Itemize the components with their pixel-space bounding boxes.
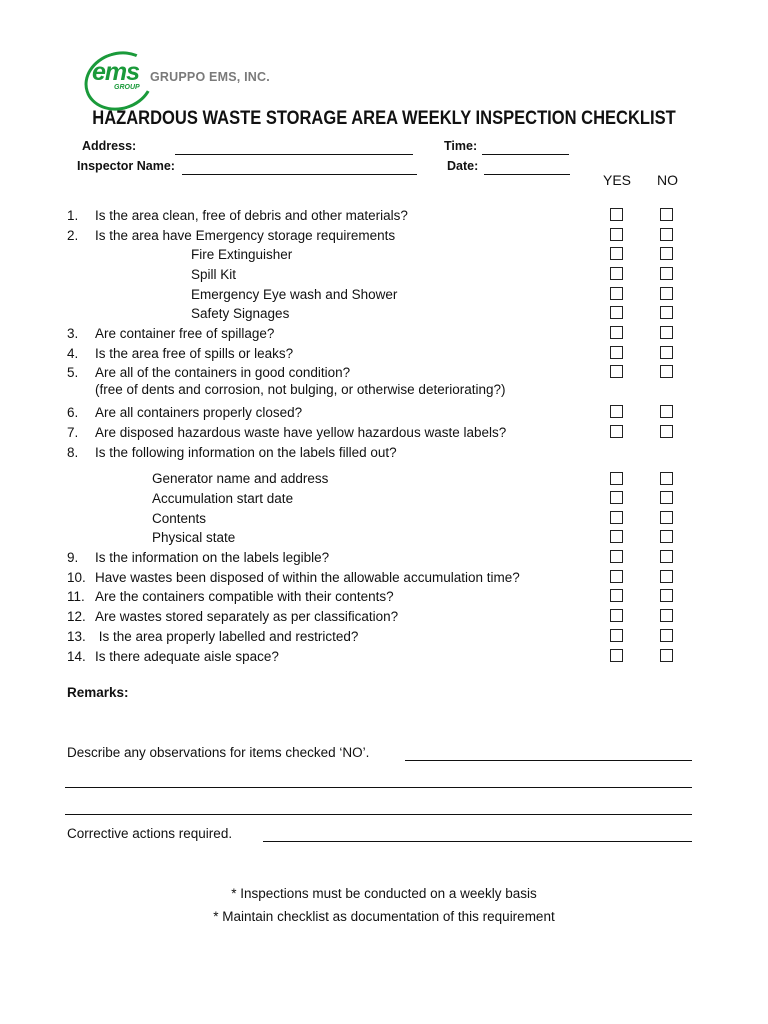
item-number: 6. [67,405,79,420]
yes-checkbox[interactable] [610,491,623,504]
no-checkbox[interactable] [660,267,673,280]
footnote-weekly: * Inspections must be conducted on a weekly basis [231,886,537,901]
corrective-actions-line[interactable] [263,841,692,842]
item-text: Is the area free of spills or leaks? [95,346,294,361]
no-checkbox[interactable] [660,491,673,504]
yes-checkbox[interactable] [610,589,623,602]
item-number: 4. [67,346,79,361]
item-number: 12. [67,609,86,624]
time-label: Time: [444,139,478,153]
item-text: Is there adequate aisle space? [95,649,279,664]
sub-item-text: Fire Extinguisher [191,247,293,262]
item-text: Are container free of spillage? [95,326,275,341]
item-text: Have wastes been disposed of within the allowable accumulation time? [95,570,520,585]
no-checkbox[interactable] [660,228,673,241]
item-number: 3. [67,326,79,341]
yes-checkbox[interactable] [610,326,623,339]
item-text: Is the area clean, free of debris and other materials? [95,208,408,223]
no-checkbox[interactable] [660,346,673,359]
time-field[interactable] [482,154,569,155]
no-checkbox[interactable] [660,326,673,339]
item-text-continued: (free of dents and corrosion, not bulging, or otherwise deteriorating?) [95,382,506,397]
logo-brand: ems [92,58,140,86]
yes-checkbox[interactable] [610,472,623,485]
item-number: 8. [67,445,79,460]
footnote-documentation: * Maintain checklist as documentation of this requirement [213,909,555,924]
no-checkbox[interactable] [660,365,673,378]
yes-checkbox[interactable] [610,287,623,300]
yes-checkbox[interactable] [610,228,623,241]
yes-checkbox[interactable] [610,267,623,280]
remarks-heading: Remarks: [67,685,129,700]
no-checkbox[interactable] [660,530,673,543]
logo-group-text: GROUP [114,84,140,91]
no-checkbox[interactable] [660,287,673,300]
sub-item-text: Generator name and address [152,471,329,486]
no-checkbox[interactable] [660,306,673,319]
observations-line-3[interactable] [65,814,692,815]
no-checkbox[interactable] [660,589,673,602]
company-logo [82,46,272,112]
yes-checkbox[interactable] [610,570,623,583]
item-text: Are the containers compatible with their contents? [95,589,394,604]
yes-checkbox[interactable] [610,511,623,524]
item-number: 14. [67,649,86,664]
corrective-actions-label: Corrective actions required. [67,826,233,841]
yes-column-header: YES [603,172,632,188]
company-name: GRUPPO EMS, INC. [150,70,270,84]
item-text: Is the area have Emergency storage requirements [95,228,396,243]
item-text: Is the following information on the labels filled out? [95,445,397,460]
no-checkbox[interactable] [660,550,673,563]
observations-line-2[interactable] [65,787,692,788]
no-checkbox[interactable] [660,570,673,583]
no-checkbox[interactable] [660,405,673,418]
item-number: 1. [67,208,79,223]
item-number: 9. [67,550,79,565]
item-number: 11. [67,589,85,604]
address-label: Address: [82,139,137,153]
no-checkbox[interactable] [660,629,673,642]
yes-checkbox[interactable] [610,346,623,359]
item-number: 2. [67,228,79,243]
yes-checkbox[interactable] [610,208,623,221]
no-checkbox[interactable] [660,472,673,485]
no-checkbox[interactable] [660,425,673,438]
item-text: Are all of the containers in good condition? [95,365,351,380]
yes-checkbox[interactable] [610,649,623,662]
item-text: Are wastes stored separately as per classification? [95,609,399,624]
yes-checkbox[interactable] [610,425,623,438]
sub-item-text: Accumulation start date [152,491,294,506]
item-number: 13. [67,629,86,644]
item-text: Are disposed hazardous waste have yellow hazardous waste labels? [95,425,507,440]
item-text: Is the information on the labels legible? [95,550,330,565]
page-title: HAZARDOUS WASTE STORAGE AREA WEEKLY INSPECTION CHECKLIST [92,108,676,129]
inspector-field[interactable] [182,174,417,175]
date-field[interactable] [484,174,570,175]
sub-item-text: Physical state [152,530,236,545]
no-checkbox[interactable] [660,247,673,260]
no-checkbox[interactable] [660,649,673,662]
yes-checkbox[interactable] [610,550,623,563]
sub-item-text: Emergency Eye wash and Shower [191,287,398,302]
observations-line-1[interactable] [405,760,692,761]
no-column-header: NO [657,172,678,188]
yes-checkbox[interactable] [610,405,623,418]
item-number: 7. [67,425,79,440]
no-checkbox[interactable] [660,208,673,221]
item-number: 5. [67,365,79,380]
address-field[interactable] [175,154,413,155]
item-text: Is the area properly labelled and restricted? [95,629,359,644]
date-label: Date: [447,159,479,173]
no-checkbox[interactable] [660,511,673,524]
sub-item-text: Contents [152,511,207,526]
no-checkbox[interactable] [660,609,673,622]
observations-label: Describe any observations for items checked ‘NO’. [67,745,370,760]
item-number: 10. [67,570,86,585]
yes-checkbox[interactable] [610,629,623,642]
sub-item-text: Safety Signages [191,306,290,321]
yes-checkbox[interactable] [610,609,623,622]
yes-checkbox[interactable] [610,306,623,319]
inspector-label: Inspector Name: [77,159,175,173]
yes-checkbox[interactable] [610,530,623,543]
sub-item-text: Spill Kit [191,267,237,282]
yes-checkbox[interactable] [610,365,623,378]
yes-checkbox[interactable] [610,247,623,260]
item-text: Are all containers properly closed? [95,405,303,420]
